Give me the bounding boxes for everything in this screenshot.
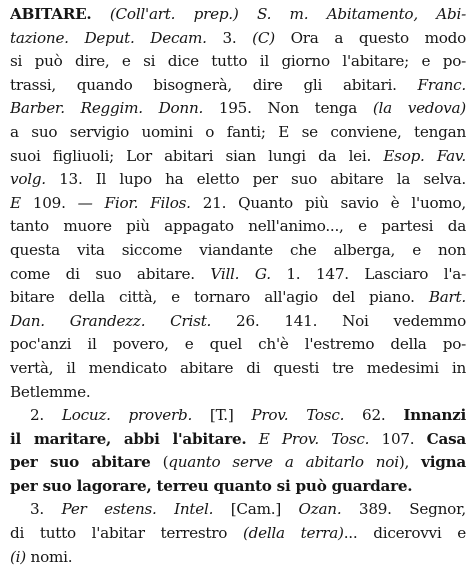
entry-line (10, 498, 466, 522)
text-segment: 2. (30, 406, 62, 425)
text-segment: 21. Quanto più savio è l'uomo, (190, 193, 466, 212)
text-segment: vertà, il mendicato abitare di questi tre medesimi in (10, 358, 466, 377)
entry-line (10, 192, 466, 216)
text-segment: ( (150, 453, 169, 472)
text-segment: Bart. (428, 288, 466, 307)
text-segment: (C) (252, 28, 275, 47)
entry-line (10, 310, 466, 334)
text-segment (246, 430, 258, 448)
text-segment: suoi figliuoli; Lor abitari sian lungi da lei. (10, 146, 384, 165)
text-segment: Innanzi (403, 406, 466, 425)
text-segment: 1. 147. Lasciaro l'a- (270, 264, 466, 283)
text-segment: — Fior. Filos. (77, 193, 191, 212)
text-segment: 13. Il lupo ha eletto per suo abitare la selva. (45, 170, 466, 189)
entry-line (10, 97, 466, 121)
entry-line (10, 168, 466, 192)
text-segment: per suo lagorare, terreu quanto si può guardare. (10, 476, 413, 495)
text-segment: [Cam.] (213, 500, 299, 519)
entry-line (10, 286, 466, 310)
entry-line (10, 475, 466, 499)
text-segment: Franc. (417, 75, 466, 94)
text-segment: questa vita siccome viandante che alberga, e non (10, 240, 466, 259)
text-segment: ABITARE. (10, 5, 92, 23)
text-segment: 389. Segnor, (341, 500, 466, 519)
text-segment: E Prov. Tosc. (258, 429, 370, 448)
text-segment: (i) (10, 547, 26, 566)
text-segment: 3. (30, 500, 62, 519)
text-segment: (della terra) (242, 524, 344, 543)
entry-line (10, 451, 466, 475)
text-segment: Locuz. proverb. (61, 406, 193, 425)
text-segment: Esop. Fav. (383, 146, 466, 165)
text-segment: quanto serve a abitarlo noi (168, 453, 399, 472)
entry-line (10, 121, 466, 145)
text-segment: ... dicerovvi e (343, 524, 466, 543)
text-segment: tazione. Deput. Decam. (10, 28, 207, 47)
text-segment: 195. Non tenga (203, 99, 373, 118)
text-segment: a suo servigio uomini o fanti; E se conviene, tengan (10, 122, 466, 141)
text-segment: 3. (206, 28, 253, 47)
text-segment: 62. (344, 406, 404, 425)
entry-line (10, 74, 466, 98)
text-segment: il maritare, abbi l'abitare. (10, 429, 247, 448)
text-segment: Dan. Grandezz. Crist. (10, 311, 212, 330)
text-segment: (Coll'art. prep.) S. m. Abitamento, Abi- (91, 5, 466, 23)
text-segment: bitare della città, e tornaro all'agio del piano. (10, 288, 429, 307)
entry-line (10, 50, 466, 74)
text-segment: di tutto l'abitar terrestro (10, 524, 243, 543)
text-segment: volg. (10, 170, 46, 189)
text-segment: [T.] (192, 406, 252, 425)
entry-line (10, 428, 466, 452)
entry-line (10, 215, 466, 239)
text-segment: Per estens. Intel. (61, 500, 214, 519)
text-segment: Ora a questo modo (274, 28, 466, 47)
text-segment: nomi. (25, 547, 73, 566)
text-segment: 107. (369, 429, 427, 448)
text-segment: Casa (426, 429, 466, 448)
text-segment: Betlemme. (10, 382, 91, 401)
entry-line (10, 239, 466, 263)
entry-line (10, 263, 466, 287)
text-segment: Barber. Reggim. Donn. (10, 99, 204, 118)
text-segment: Vill. G. (210, 264, 271, 283)
text-segment: E (10, 193, 21, 212)
text-segment: Prov. Tosc. (251, 406, 345, 425)
entry-text (10, 3, 466, 569)
entry-line (10, 546, 466, 569)
entry-line (10, 333, 466, 357)
entry-line (10, 522, 466, 546)
text-segment: vigna (421, 453, 466, 472)
text-segment: si può dire, e si dice tutto il giorno l'abitare; e po- (10, 52, 466, 71)
entry-line (10, 404, 466, 428)
text-segment: 26. 141. Noi vedemmo (211, 311, 466, 330)
text-segment: come di suo abitare. (10, 264, 211, 283)
text-segment: (la vedova) (372, 99, 466, 118)
text-segment: poc'anzi il povero, e quel ch'è l'estremo della po- (10, 335, 466, 354)
text-segment: Ozan. (298, 500, 342, 519)
entry-line (10, 27, 466, 51)
entry-line (10, 381, 466, 405)
text-segment: 109. (20, 193, 78, 212)
text-segment: ), (398, 453, 422, 472)
entry-line (10, 145, 466, 169)
entry-line (10, 3, 466, 27)
entry-line (10, 357, 466, 381)
text-segment: per suo abitare (10, 453, 151, 472)
text-segment: trassi, quando bisognerà, dire gli abitari. (10, 75, 418, 94)
text-segment: tanto muore più appagato nell'animo..., e partesi da (10, 217, 466, 236)
